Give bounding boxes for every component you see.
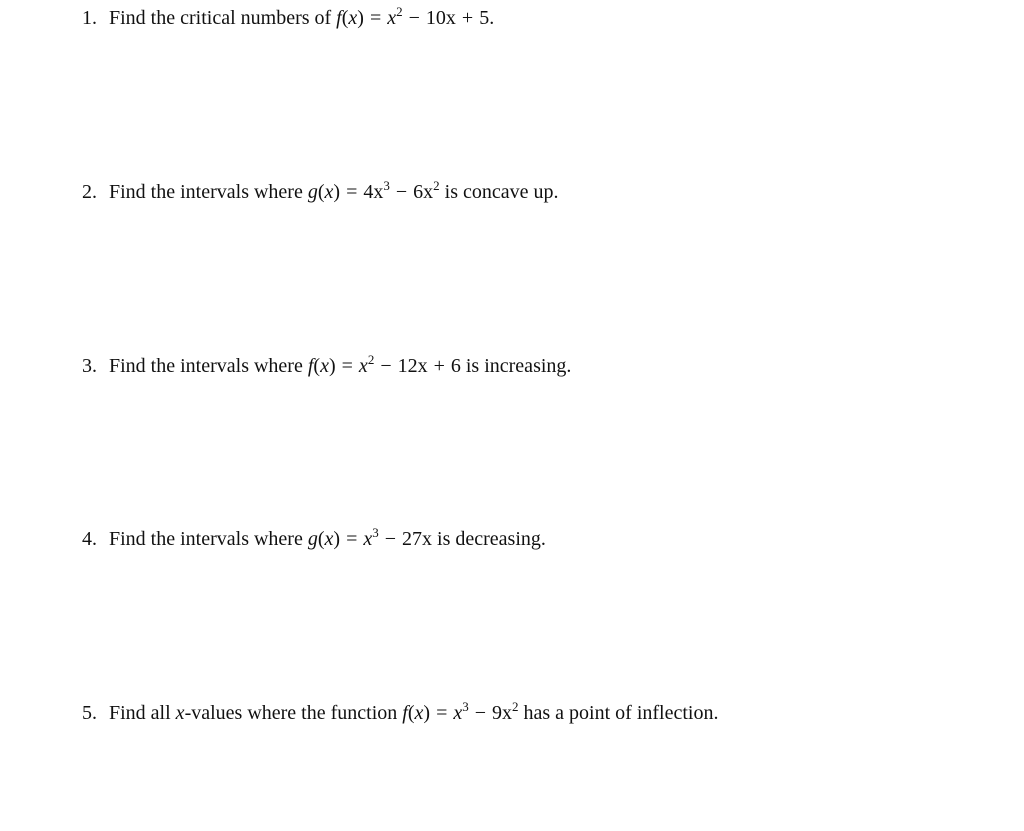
term-1-exponent: 3 bbox=[372, 525, 379, 540]
problem-4: 4. Find the intervals where $g(x) = x^3 - 27x$ is decreasing. bbox=[82, 525, 546, 550]
operator-2: + bbox=[461, 7, 474, 29]
problem-lead: Find the intervals where bbox=[109, 528, 303, 550]
operator-1: − bbox=[380, 355, 392, 377]
function-variable: x bbox=[320, 355, 329, 377]
operator-1: − bbox=[474, 702, 487, 724]
term-1: x bbox=[453, 702, 463, 724]
problem-number: 1. bbox=[82, 7, 97, 29]
lead-variable: x bbox=[175, 702, 185, 724]
function-variable: x bbox=[348, 7, 358, 29]
function-variable: x bbox=[324, 528, 334, 550]
function-name: f bbox=[307, 355, 314, 377]
term-1-exponent: 3 bbox=[383, 178, 390, 193]
problem-lead: Find the critical numbers of bbox=[109, 7, 332, 29]
problem-1: 1. Find the critical numbers of $f(x) = x^2 - 10x + 5$. bbox=[82, 4, 495, 29]
problem-number: 2. bbox=[82, 181, 97, 203]
problem-lead: Find the intervals where bbox=[109, 181, 303, 203]
term-1-exponent: 2 bbox=[396, 4, 403, 19]
term-1-exponent: 3 bbox=[462, 699, 469, 714]
term-2: 12x bbox=[397, 355, 428, 377]
operator-1: − bbox=[395, 181, 408, 203]
function-name: g bbox=[307, 528, 318, 550]
problem-lead-continued: -values where the function bbox=[184, 702, 398, 724]
term-2: 10x bbox=[425, 7, 456, 29]
term-3: 6 bbox=[450, 355, 461, 377]
function-name: g bbox=[307, 181, 318, 203]
problem-tail: is decreasing. bbox=[437, 528, 546, 550]
problem-tail: is increasing. bbox=[465, 355, 572, 377]
problem-lead: Find the intervals where bbox=[109, 355, 303, 377]
term-1: x bbox=[358, 355, 368, 377]
problem-tail: . bbox=[489, 7, 495, 29]
problem-5: 5. Find all x-values where the function $f(x) = x^3 - 9x^2$ has a point of inflection. bbox=[82, 699, 719, 724]
problem-tail: is concave up. bbox=[444, 181, 559, 203]
term-2: 27x bbox=[402, 528, 433, 550]
function-variable: x bbox=[324, 181, 334, 203]
term-1-exponent: 2 bbox=[367, 352, 375, 367]
problem-tail: has a point of inflection. bbox=[523, 702, 719, 724]
operator-2: + bbox=[433, 355, 445, 377]
problem-number: 5. bbox=[82, 702, 97, 724]
term-1: x bbox=[387, 7, 397, 29]
function-name: f bbox=[402, 702, 408, 724]
function-name: f bbox=[336, 7, 342, 29]
term-3: 5 bbox=[479, 7, 490, 29]
problem-number: 4. bbox=[82, 528, 97, 550]
problem-3: 3. Find the intervals where $f(x) = x^2 - 12x + 6$ is increasing. bbox=[82, 352, 572, 377]
term-1: x bbox=[363, 528, 373, 550]
term-2: 6x bbox=[413, 181, 434, 203]
operator-1: − bbox=[384, 528, 397, 550]
problem-2: 2. Find the intervals where $g(x) = 4x^3 - 6x^2$ is concave up. bbox=[82, 178, 559, 203]
term-2-exponent: 2 bbox=[512, 699, 519, 714]
function-variable: x bbox=[414, 702, 424, 724]
term-2-exponent: 2 bbox=[433, 178, 440, 193]
problem-lead: Find all bbox=[109, 702, 171, 724]
problem-number: 3. bbox=[82, 355, 97, 377]
term-2: 9x bbox=[492, 702, 513, 724]
operator-1: − bbox=[408, 7, 420, 29]
term-1: 4x bbox=[363, 181, 384, 203]
